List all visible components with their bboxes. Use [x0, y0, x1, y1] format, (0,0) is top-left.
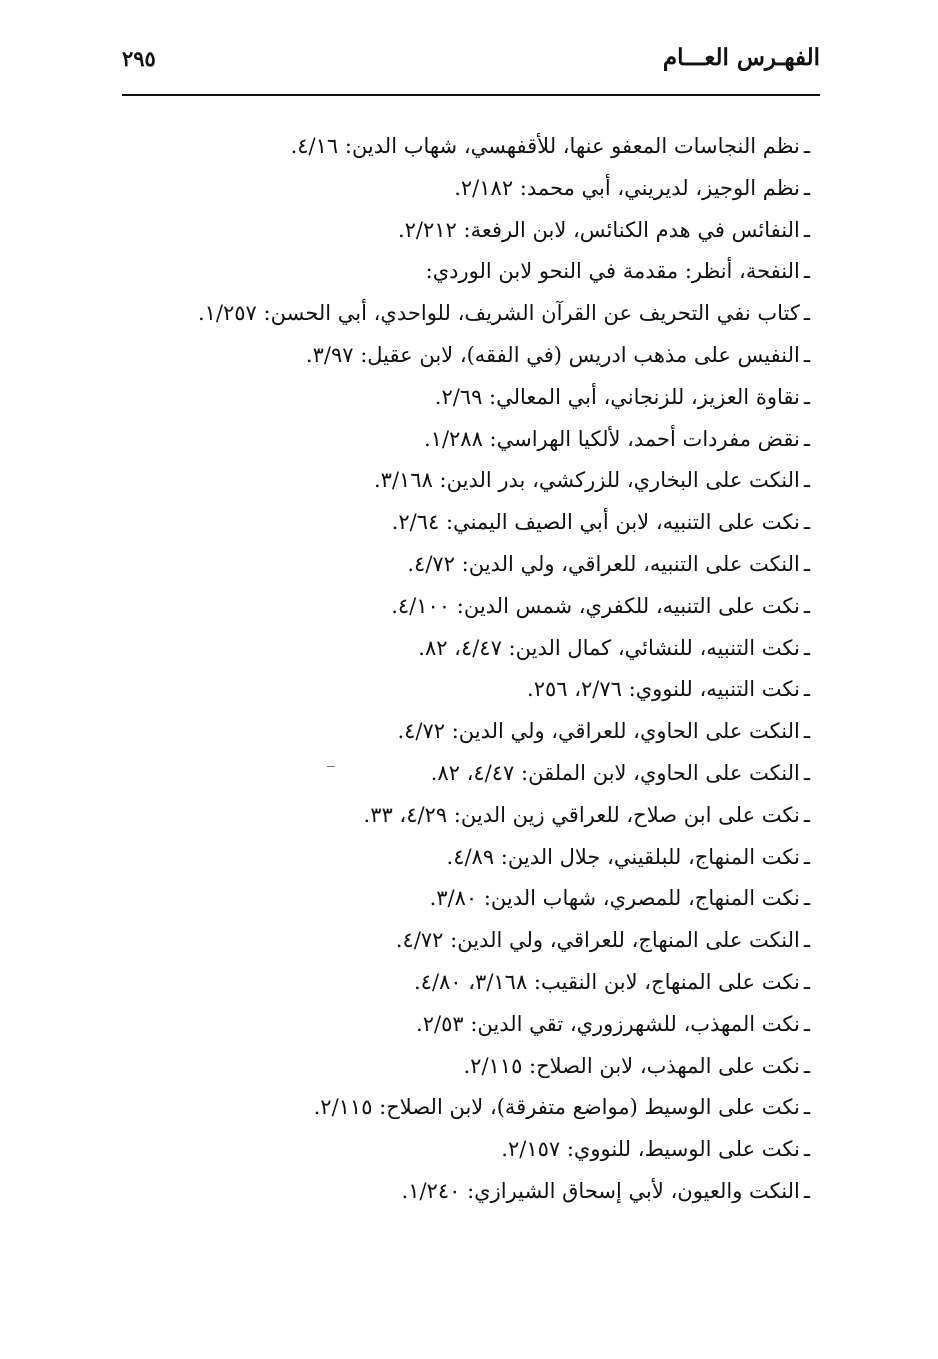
entry-text: النفحة، أنظر: مقدمة في النحو لابن الوردي: — [425, 259, 800, 284]
entry-dash: ـ — [803, 384, 810, 409]
entry-text: نقاوة العزيز، للزنجاني، أبي المعالي: ٢/٦٩. — [434, 384, 800, 409]
index-entry — [120, 586, 810, 628]
entry-text: نقض مفردات أحمد، لألكيا الهراسي: ١/٢٨٨. — [423, 426, 800, 451]
entry-dash: ـ — [803, 719, 810, 744]
page-header — [118, 44, 820, 84]
entry-dash: ـ — [803, 1095, 810, 1120]
index-entry — [120, 669, 810, 711]
entry-dash: ـ — [803, 886, 810, 911]
entry-text: نكت على المنهاج، لابن النقيب: ٣/١٦٨، ٤/٨٠. — [413, 969, 800, 994]
entry-dash: ـ — [803, 301, 810, 326]
index-entry — [120, 544, 810, 586]
entry-text: نظم النجاسات المعفو عنها، للأقفهسي، شهاب الدين: ٤/١٦. — [290, 134, 800, 158]
entry-dash: ـ — [803, 175, 810, 200]
index-entry — [120, 795, 810, 837]
index-entry — [120, 251, 810, 293]
entry-text: النكت على الحاوي، للعراقي، ولي الدين: ٤/٧٢. — [397, 719, 800, 744]
index-entry — [120, 920, 810, 962]
entry-dash: ـ — [803, 259, 810, 284]
entry-text: النكت على الحاوي، لابن الملقن: ٤/٤٧، ٨٢. — [430, 760, 800, 785]
entry-dash: ـ — [803, 1137, 810, 1162]
entry-dash: ـ — [803, 1053, 810, 1078]
entry-dash: ـ — [803, 134, 810, 158]
index-entry — [120, 1004, 810, 1046]
index-entry — [120, 377, 810, 419]
entry-dash: ـ — [803, 217, 810, 242]
page-number: ٢٩٥ — [122, 46, 156, 71]
index-entry — [120, 126, 810, 168]
index-entry — [120, 210, 810, 252]
entry-text: النكت على المنهاج، للعراقي، ولي الدين: ٤/٧٢. — [395, 928, 800, 953]
index-entry — [120, 1087, 810, 1129]
entry-text: نكت التنبيه، للنووي: ٢/٧٦، ٢٥٦. — [527, 677, 800, 702]
entry-dash: ـ — [803, 844, 810, 869]
entry-dash: ـ — [803, 510, 810, 535]
entry-dash: ـ — [803, 1178, 810, 1203]
entry-text: نكت على الوسيط، للنووي: ٢/١٥٧. — [501, 1137, 800, 1162]
entry-text: نكت المنهاج، للمصري، شهاب الدين: ٣/٨٠. — [429, 886, 800, 911]
entry-text: النفائس في هدم الكنائس، لابن الرفعة: ٢/٢١٢. — [397, 217, 800, 242]
entry-text: نكت على ابن صلاح، للعراقي زين الدين: ٤/٢٩، ٣٣. — [363, 802, 800, 827]
entry-text: نكت على المهذب، لابن الصلاح: ٢/١١٥. — [463, 1053, 800, 1078]
entry-dash: ـ — [803, 342, 810, 367]
entry-text: النكت والعيون، لأبي إسحاق الشيرازي: ١/٢٤٠. — [401, 1178, 800, 1203]
index-entry — [120, 168, 810, 210]
entry-text: نكت التنبيه، للنشائي، كمال الدين: ٤/٤٧، ٨٢. — [418, 635, 800, 660]
entry-text: النكت على البخاري، للزركشي، بدر الدين: ٣/١٦٨. — [373, 468, 800, 493]
index-entry — [120, 753, 810, 795]
entry-text: نكت على الوسيط (مواضع متفرقة)، لابن الصلاح: ٢/١١٥. — [313, 1095, 800, 1120]
entry-dash: ـ — [803, 593, 810, 618]
index-entry — [120, 878, 810, 920]
index-entry — [120, 837, 810, 879]
entry-dash: ـ — [803, 551, 810, 576]
entry-dash: ـ — [803, 1011, 810, 1036]
entry-text: النفيس على مذهب ادريس (في الفقه)، لابن عقيل: ٣/٩٧. — [305, 342, 800, 367]
index-title: الفهـرس العـــام — [662, 44, 820, 71]
entry-text: نكت المهذب، للشهرزوري، تقي الدين: ٢/٥٣. — [416, 1011, 800, 1036]
entry-text: النكت على التنبيه، للعراقي، ولي الدين: ٤/٧٢. — [407, 551, 800, 576]
scan-mark — [327, 766, 335, 767]
index-entry — [120, 502, 810, 544]
entry-text: نكت على التنبيه، للكفري، شمس الدين: ٤/١٠٠. — [391, 593, 800, 618]
entry-dash: ـ — [803, 802, 810, 827]
index-entry — [120, 711, 810, 753]
index-entry — [120, 419, 810, 461]
index-entry — [120, 628, 810, 670]
entry-dash: ـ — [803, 468, 810, 493]
index-entry — [120, 962, 810, 1004]
entry-dash: ـ — [803, 635, 810, 660]
index-entry — [120, 1171, 810, 1213]
entry-dash: ـ — [803, 426, 810, 451]
index-entry — [120, 460, 810, 502]
entry-dash: ـ — [803, 677, 810, 702]
index-entry — [120, 1129, 810, 1171]
index-entry — [120, 1046, 810, 1088]
index-entry — [120, 335, 810, 377]
entry-dash: ـ — [803, 969, 810, 994]
entry-dash: ـ — [803, 928, 810, 953]
index-entry-list — [120, 126, 810, 1213]
entry-text: كتاب نفي التحريف عن القرآن الشريف، للواحدي، أبي الحسن: ١/٢٥٧. — [197, 301, 800, 326]
entry-text: نكت على التنبيه، لابن أبي الصيف اليمني: ٢/٦٤. — [391, 510, 800, 535]
entry-text: نظم الوجيز، لديريني، أبي محمد: ٢/١٨٢. — [454, 175, 800, 200]
entry-text: نكت المنهاج، للبلقيني، جلال الدين: ٤/٨٩. — [446, 844, 800, 869]
header-divider — [122, 94, 820, 96]
index-entry — [120, 293, 810, 335]
entry-dash: ـ — [803, 760, 810, 785]
